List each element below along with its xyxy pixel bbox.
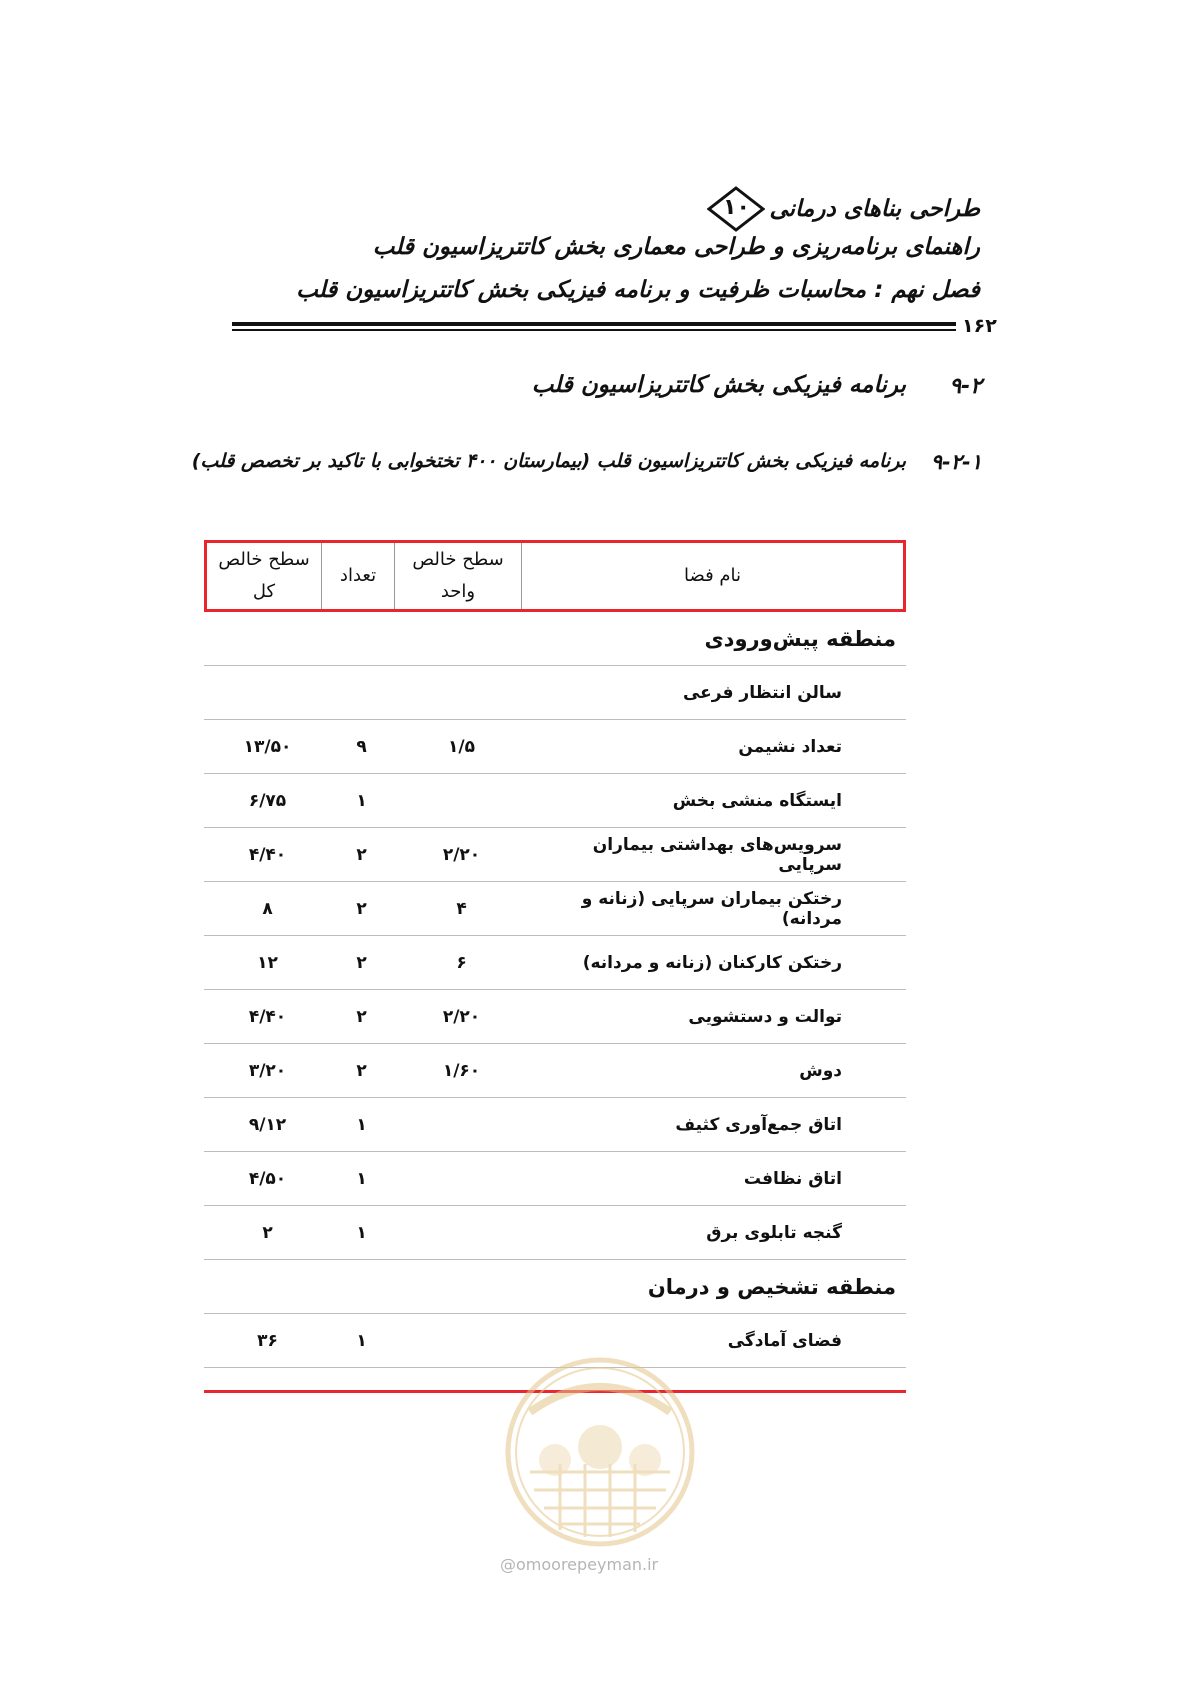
cell-total-area-text: ۴/۵۰: [248, 1168, 287, 1189]
cell-total-area-text: ۶/۷۵: [248, 790, 287, 811]
table-row: [204, 666, 906, 720]
cell-count: [325, 828, 398, 881]
cell-name-text: رختکن کارکنان (زنانه و مردانه): [582, 952, 842, 973]
cell-count: [325, 990, 398, 1043]
cell-total-area: [210, 720, 325, 773]
cell-count-text: ۲: [356, 844, 367, 865]
cell-total-area-text: ۱۲: [257, 952, 278, 973]
cell-count-text: ۱: [356, 1168, 367, 1189]
cell-name-text: سالن انتظار فرعی: [682, 682, 842, 703]
table-row: [204, 990, 906, 1044]
volume-badge: [707, 186, 765, 232]
cell-total-area: [210, 1098, 325, 1151]
cell-count-text: ۲: [356, 1060, 367, 1081]
cell-name-text: گنجه تابلوی برق: [706, 1222, 842, 1243]
table-row: [204, 1098, 906, 1152]
cell-count: [325, 720, 398, 773]
table-row: [204, 828, 906, 882]
table-row: [204, 774, 906, 828]
cell-count-text: ۱: [356, 1114, 367, 1135]
cell-name: [525, 936, 906, 989]
table-row: [204, 1044, 906, 1098]
cell-total-area-text: ۴/۴۰: [248, 1006, 287, 1027]
cell-total-area: [210, 882, 325, 935]
cell-total-area-text: ۲: [262, 1222, 273, 1243]
series-title: طراحی بناهای درمانی: [769, 196, 980, 222]
cell-unit-area: [398, 666, 525, 719]
cell-unit-area: [398, 1098, 525, 1151]
header-rule-thick: [232, 322, 956, 326]
cell-unit-area-text: ۲/۲۰: [442, 844, 481, 865]
watermark-site: @omoorepeyman.ir: [500, 1555, 659, 1574]
cell-total-area: [210, 1152, 325, 1205]
cell-name: [525, 882, 906, 935]
table-header: [204, 540, 906, 612]
cell-name: [525, 720, 906, 773]
cell-name-text: منطقه پیش‌ورودی: [704, 626, 896, 651]
cell-name-text: رختکن بیماران سرپایی (زنانه و مردانه): [581, 888, 842, 929]
cell-name: [525, 1098, 906, 1151]
cell-total-area-text: ۳۶: [257, 1330, 278, 1351]
cell-name-text: دوش: [799, 1060, 842, 1081]
cell-count: [325, 612, 398, 665]
cell-count: [325, 1044, 398, 1097]
table-body: [204, 612, 906, 1368]
cell-total-area: [210, 1206, 325, 1259]
cell-total-area: [210, 774, 325, 827]
cell-total-area-text: ۸: [262, 898, 273, 919]
page-number: ۱۶۲: [962, 315, 997, 337]
header-name: نام فضا: [683, 565, 742, 586]
cell-count: [325, 1260, 398, 1313]
header-rule-thin: [232, 329, 956, 331]
cell-name: [525, 828, 906, 881]
cell-count-text: ۱: [356, 1330, 367, 1351]
cell-count: [325, 1152, 398, 1205]
cell-total-area: [210, 990, 325, 1043]
cell-total-area: [210, 666, 325, 719]
cell-count: [325, 1206, 398, 1259]
table-row: [204, 1152, 906, 1206]
cell-unit-area: [398, 720, 525, 773]
section-number: ۹-۲: [949, 374, 982, 399]
cell-unit-area: [398, 990, 525, 1043]
header-count: تعداد: [322, 543, 395, 609]
cell-name-text: سرویس‌های بهداشتی بیماران سرپایی: [592, 834, 842, 875]
cell-unit-area-text: ۴: [456, 898, 467, 919]
volume-number: ۱۰: [723, 195, 750, 220]
cell-count: [325, 882, 398, 935]
cell-count: [325, 1098, 398, 1151]
cell-unit-area-text: ۱/۵: [448, 736, 475, 757]
cell-total-area: [210, 612, 325, 665]
cell-name: [525, 666, 906, 719]
cell-total-area: [210, 1260, 325, 1313]
cell-name: [525, 1044, 906, 1097]
cell-unit-area: [398, 828, 525, 881]
cell-count-text: ۲: [356, 952, 367, 973]
cell-unit-area: [398, 882, 525, 935]
cell-total-area: [210, 828, 325, 881]
cell-unit-area: [398, 1260, 525, 1313]
cell-count: [325, 774, 398, 827]
zone-row: [204, 612, 906, 666]
cell-unit-area: [398, 774, 525, 827]
cell-unit-area-text: ۶: [456, 952, 467, 973]
table-row: [204, 936, 906, 990]
cell-name: [525, 774, 906, 827]
cell-unit-area-text: ۲/۲۰: [442, 1006, 481, 1027]
zone-row: [204, 1260, 906, 1314]
cell-unit-area: [398, 1206, 525, 1259]
cell-count-text: ۲: [356, 898, 367, 919]
program-table: [204, 540, 906, 1368]
header-total-area: سطح خالص کل: [207, 543, 322, 609]
table-row: [204, 1206, 906, 1260]
cell-count-text: ۱: [356, 1222, 367, 1243]
cell-name: [525, 1260, 906, 1313]
cell-total-area-text: ۹/۱۲: [248, 1114, 287, 1135]
cell-name: [525, 1152, 906, 1205]
cell-total-area-text: ۴/۴۰: [248, 844, 287, 865]
section-title: برنامه فیزیکی بخش کاتتریزاسیون قلب: [531, 372, 906, 398]
cell-name: [525, 1206, 906, 1259]
header-unit-area: سطح خالص واحد: [395, 543, 522, 609]
cell-name-text: فضای آمادگی: [727, 1330, 842, 1351]
cell-count: [325, 936, 398, 989]
cell-name-text: توالت و دستشویی: [688, 1006, 842, 1027]
cell-unit-area: [398, 1152, 525, 1205]
cell-total-area-text: ۱۳/۵۰: [243, 736, 292, 757]
cell-name: [525, 612, 906, 665]
cell-total-area: [210, 936, 325, 989]
cell-name-text: منطقه تشخیص و درمان: [647, 1274, 896, 1299]
cell-unit-area: [398, 612, 525, 665]
subsection-number: ۹-۲-۱: [930, 450, 982, 474]
table-row: [204, 720, 906, 774]
series-title-line: [707, 186, 980, 232]
cell-total-area-text: ۳/۲۰: [248, 1060, 287, 1081]
cell-unit-area: [398, 1044, 525, 1097]
table-row: [204, 882, 906, 936]
cell-count: [325, 1314, 398, 1367]
cell-name: [525, 990, 906, 1043]
cell-count-text: ۱: [356, 790, 367, 811]
chapter-title: فصل نهم : محاسبات ظرفیت و برنامه فیزیکی بخش کاتتریزاسیون قلب: [296, 277, 980, 303]
subsection-title: برنامه فیزیکی بخش کاتتریزاسیون قلب (بیمارستان ۴۰۰ تختخوابی با تاکید بر تخصص قلب): [191, 450, 906, 472]
cell-name-text: اتاق نظافت: [743, 1168, 842, 1189]
cell-count: [325, 666, 398, 719]
cell-count-text: ۹: [356, 736, 367, 757]
watermark-logo-icon: [490, 1352, 710, 1552]
cell-unit-area: [398, 936, 525, 989]
cell-total-area: [210, 1314, 325, 1367]
cell-unit-area-text: ۱/۶۰: [442, 1060, 481, 1081]
cell-name-text: ایستگاه منشی بخش: [672, 790, 842, 811]
cell-total-area: [210, 1044, 325, 1097]
book-title: راهنمای برنامه‌ریزی و طراحی معماری بخش کاتتریزاسیون قلب: [372, 234, 980, 260]
cell-name-text: اتاق جمع‌آوری کثیف: [675, 1114, 842, 1135]
cell-name-text: تعداد نشیمن: [738, 736, 842, 757]
cell-count-text: ۲: [356, 1006, 367, 1027]
